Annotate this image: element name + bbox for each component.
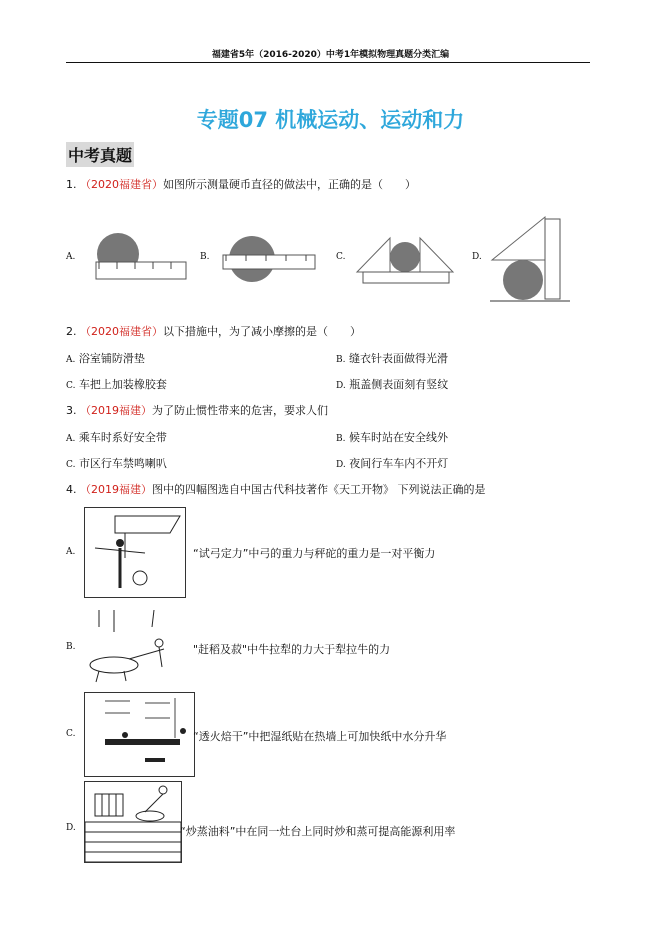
question-stem: 为了防止惯性带来的危害，要求人们 bbox=[152, 404, 328, 417]
option-label: B. bbox=[336, 434, 346, 444]
option-d[interactable] bbox=[336, 376, 448, 392]
option-label-d: D. bbox=[66, 823, 76, 833]
running-header: 福建省5年（2016-2020）中考1年模拟物理真题分类汇编 bbox=[211, 50, 450, 60]
coin-triangle-figure-c bbox=[355, 236, 455, 286]
page-title: 专题07 机械运动、运动和力 bbox=[196, 108, 465, 132]
option-text: 候车时站在安全线外 bbox=[348, 431, 448, 444]
section-heading: 中考真题 bbox=[66, 142, 134, 167]
option-a[interactable] bbox=[66, 429, 167, 445]
option-label-b: B. bbox=[66, 642, 76, 652]
question-number: 3. bbox=[66, 404, 77, 417]
option-label: A. bbox=[66, 355, 76, 365]
option-text: 市区行车禁鸣喇叭 bbox=[78, 457, 167, 470]
option-label: B. bbox=[336, 355, 346, 365]
option-text: 夜间行车车内不开灯 bbox=[349, 457, 449, 470]
coin-triangle-figure-d bbox=[490, 215, 570, 310]
option-b-text[interactable]: "赶稻及菽"中牛拉犁的力大于犁拉牛的力 bbox=[193, 643, 391, 656]
option-text: 车把上加装橡胶套 bbox=[78, 378, 167, 391]
question-2 bbox=[66, 323, 361, 339]
question-number: 1. bbox=[66, 178, 77, 191]
woodcut-ox-plough-image bbox=[84, 607, 174, 685]
option-a-text[interactable]: “试弓定力”中弓的重力与秤砣的重力是一对平衡力 bbox=[193, 547, 436, 560]
question-stem: 以下措施中，为了减小摩擦的是（ ） bbox=[163, 325, 361, 338]
option-a[interactable] bbox=[66, 350, 145, 366]
option-label: C. bbox=[66, 460, 76, 470]
coin-ruler-figure-b bbox=[222, 235, 317, 285]
option-b[interactable] bbox=[336, 429, 448, 445]
option-text: 浴室铺防滑垫 bbox=[78, 352, 145, 365]
option-label-a: A. bbox=[66, 252, 76, 262]
woodcut-paper-drying-image bbox=[84, 692, 195, 777]
option-label-c: C. bbox=[66, 729, 76, 739]
option-label: C. bbox=[66, 381, 76, 391]
option-text: 缝衣针表面做得光滑 bbox=[348, 352, 448, 365]
question-1 bbox=[66, 176, 416, 192]
question-number: 4. bbox=[66, 483, 77, 496]
question-source: （2020福建省） bbox=[80, 178, 163, 191]
question-source: （2019福建） bbox=[80, 404, 152, 417]
option-c[interactable] bbox=[66, 376, 167, 392]
option-label-d: D. bbox=[472, 252, 482, 262]
woodcut-bow-test-image bbox=[84, 507, 186, 598]
option-label: D. bbox=[336, 381, 346, 391]
option-label: A. bbox=[66, 434, 76, 444]
option-label-a: A. bbox=[66, 547, 76, 557]
header-rule bbox=[66, 62, 590, 63]
question-stem: 如图所示测量硬币直径的做法中，正确的是（ ） bbox=[163, 178, 416, 191]
option-b[interactable] bbox=[336, 350, 448, 366]
woodcut-oil-steaming-image bbox=[84, 781, 182, 863]
option-label-c: C. bbox=[336, 252, 346, 262]
option-text: 乘车时系好安全带 bbox=[78, 431, 167, 444]
option-text: 瓶盖侧表面刻有竖纹 bbox=[349, 378, 449, 391]
question-stem: 图中的四幅图选自中国古代科技著作《天工开物》 下列说法正确的是 bbox=[152, 483, 486, 496]
question-source: （2019福建） bbox=[80, 483, 152, 496]
option-d[interactable] bbox=[336, 455, 448, 471]
question-source: （2020福建省） bbox=[80, 325, 163, 338]
coin-ruler-figure-a bbox=[95, 232, 187, 284]
question-number: 2. bbox=[66, 325, 77, 338]
option-d-text[interactable]: “炒蒸油料”中在同一灶台上同时炒和蒸可提高能源利用率 bbox=[180, 825, 456, 838]
option-label-b: B. bbox=[200, 252, 210, 262]
question-3 bbox=[66, 402, 328, 418]
question-4 bbox=[66, 481, 486, 497]
option-label: D. bbox=[336, 460, 346, 470]
option-c-text[interactable]: “透火焙干”中把湿纸贴在热墙上可加快纸中水分升华 bbox=[193, 730, 447, 743]
option-c[interactable] bbox=[66, 455, 167, 471]
